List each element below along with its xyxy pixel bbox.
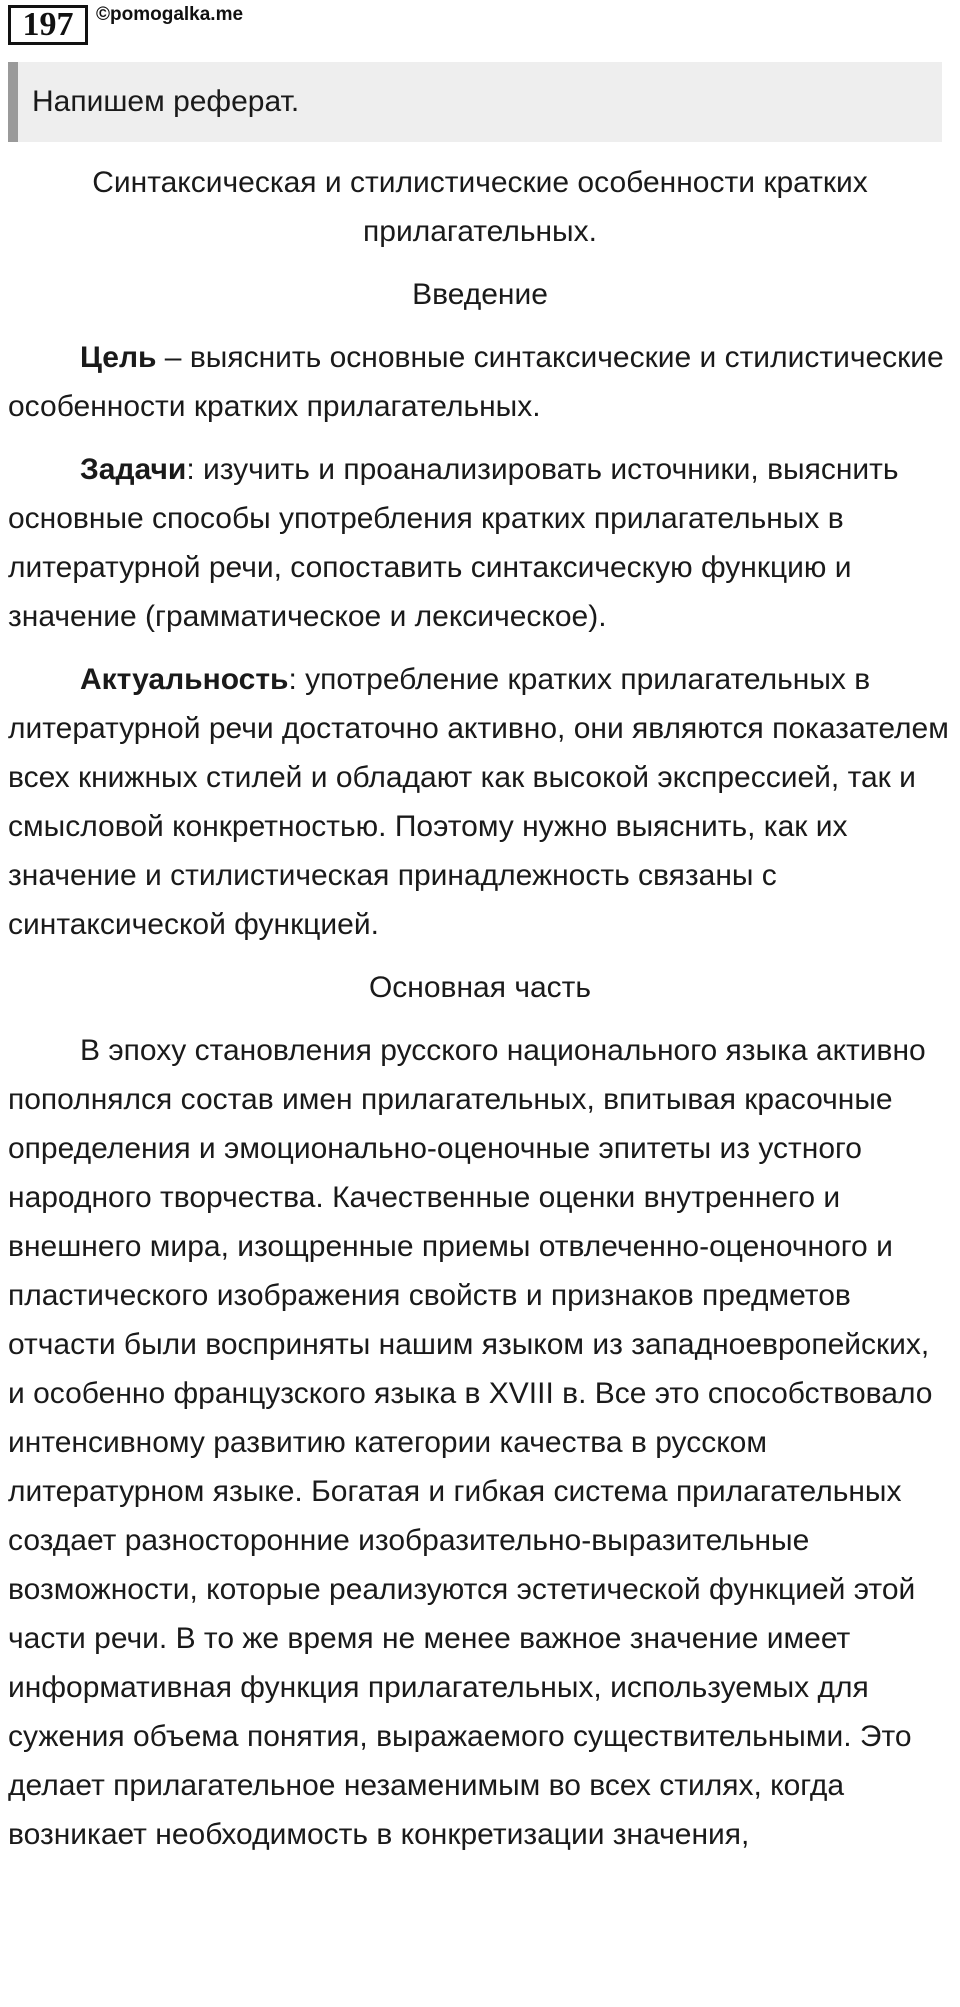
task-number: 197	[8, 5, 88, 45]
relevance-label: Актуальность	[80, 663, 289, 696]
relevance-paragraph	[8, 655, 952, 949]
main-paragraph: В эпоху становления русского национального языка активно пополнялся состав имен прилагательных, впитывая красочные определения и эмоционально-оценочные эпитеты из устного народного творчества. Качественные оценки внутреннего и внешнего мира, изощренные приемы отвлеченно-оценочного и пластического изображения свойств и признаков предметов отчасти были восприняты нашим языком из западноевропейских, и особенно французского языка в XVIII в. Все это способствовало интенсивному развитию категории качества в русском литературном языке. Богатая и гибкая система прилагательных создает разносторонние изобразительно-выразительные возможности, которые реализуются эстетической функцией этой части речи. В то же время не менее важное значение имеет информативная функция прилагательных, используемых для сужения объема понятия, выражаемого существительными. Это делает прилагательное незаменимым во всех стилях, когда возникает необходимость в конкретизации значения,	[8, 1034, 933, 1851]
essay-body	[8, 158, 952, 1859]
relevance-text: : употребление кратких прилагательных в литературной речи достаточно активно, они являются показателем всех книжных стилей и обладают как высокой экспрессией, так и смысловой конкретностью. Поэтому нужно выяснить, как их значение и стилистическая принадлежность связаны с синтаксической функцией.	[8, 663, 949, 941]
goal-label: Цель	[80, 341, 157, 374]
tasks-label: Задачи	[80, 453, 187, 486]
goal-paragraph	[8, 333, 952, 431]
tasks-text: : изучить и проанализировать источники, выяснить основные способы употребления кратких прилагательных в литературной речи, сопоставить синтаксическую функцию и значение (грамматическое и лексическое).	[8, 453, 899, 633]
essay-title: Синтаксическая и стилистические особенности кратких прилагательных.	[92, 166, 868, 248]
tasks-paragraph	[8, 445, 952, 641]
source-watermark[interactable]: ©pomogalka.me	[96, 4, 244, 25]
answer-banner: Напишем реферат.	[8, 62, 942, 142]
intro-heading: Введение	[412, 278, 548, 311]
main-heading: Основная часть	[368, 971, 592, 1004]
goal-text: – выяснить основные синтаксические и стилистические особенности кратких прилагательных.	[8, 341, 944, 423]
